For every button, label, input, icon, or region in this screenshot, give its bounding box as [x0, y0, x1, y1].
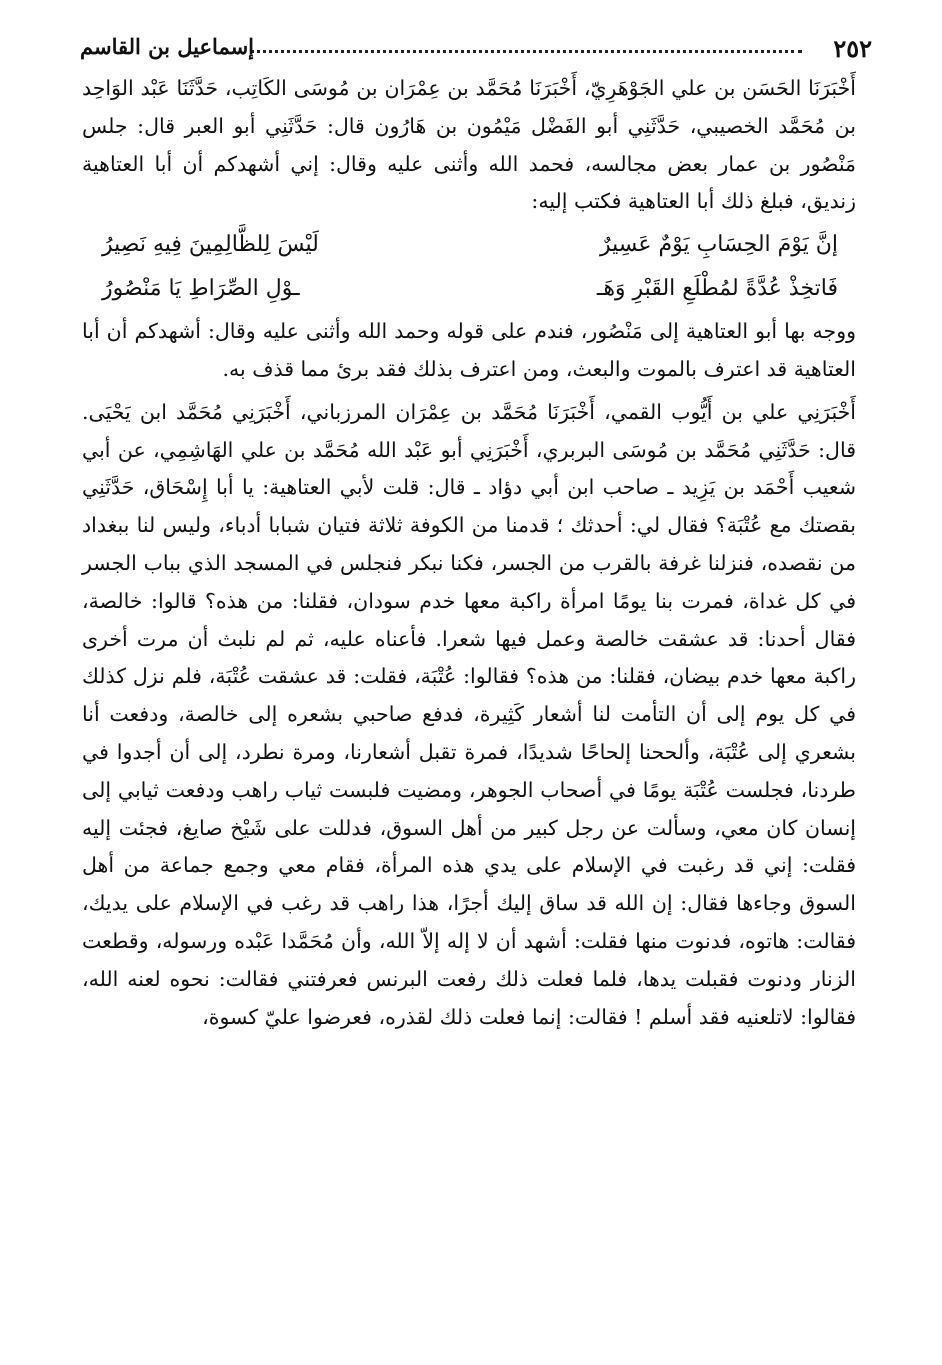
header-dotted-leader [250, 50, 802, 53]
verse-line [82, 225, 856, 265]
running-title: إسماعيل بن القاسم [80, 34, 255, 59]
verse-first-hemistich: فَاتخِذْ عُدَّةً لمُطْلَعِ القَبْرِ وَهَـ [596, 276, 838, 302]
verse-first-hemistich: إنَّ يَوْمَ الحِسَابِ يَوْمٌ عَسِيرٌ [599, 232, 838, 258]
paragraph: أَخْبَرَنِي علي بن أَيُّوب القمي، أَخْبَرَنَا مُحَمَّد بن عِمْرَان المرزباني، أَخْبَرَنِي مُحَمَّد ابن يَحْيَى. قال: حَدَّثَنِي مُحَمَّد بن مُوسَى البربري، أَخْبَرَنِي أبو عَبْد الله مُحَمَّد بن علي الهَاشِمِي، عن أبي شعيب أَحْمَد بن يَزِيد ـ صاحب ابن أبي دؤاد ـ قال: قلت لأبي العتاهية: يا أبا إِسْحَاق، حَدَّثَنِي بقصتك مع عُتْبَة؟ فقال لي: أحدثك ؛ قدمنا من الكوفة ثلاثة فتيان شبابا أدباء، وليس لنا ببغداد من نقصده، فنزلنا غرفة بالقرب من الجسر، فكنا نبكر فنجلس في المسجد الذي بباب الجسر في كل غداة، فمرت بنا يومًا امرأة راكبة معها خدم سودان، فقلنا: من هذه؟ قالوا: خالصة، فقال أحدنا: قد عشقت خالصة وعمل فيها شعرا. فأعناه عليه، ثم لم نلبث أن مرت أخرى راكبة معها خدم بيضان، فقلنا: من هذه؟ فقالوا: عُتْبَة، فقلت: قد عشقت عُتْبَة، فلم نزل كذلك في كل يوم إلى أن التأمت لنا أشعار كَثِيرة، فدفع صاحبي بشعره إلى خالصة، ودفعت أنا بشعري إلى عُتْبَة، وألححنا إلحاحًا شديدًا، فمرة تقبل أشعارنا، ومرة نطرد، إلى أن أجدوا في طردنا، فجلست عُتْبَة يومًا في أصحاب الجوهر، ومضيت فلبست ثياب راهب ودفعت ثيابي إلى إنسان كان معي، وسألت عن رجل كبير من أهل السوق، فدللت على شَيْخ صايغ، فجئت إليه فقلت: إني قد رغبت في الإسلام على يدي هذه المرأة، فقام معي وجمع جماعة من أهل السوق وجاءها فقال: إن الله قد ساق إليك أجرًا، هذا راهب قد رغب في الإسلام على يديك، فقالت: هاتوه، فدنوت منها فقلت: أشهد أن لا إله إلاّ الله، وأن مُحَمَّدا عَبْده ورسوله، وقطعت الزنار ودنوت فقبلت يدها، فلما فعلت ذلك رفعت البرنس فعرفتني فقالت: نحوه لعنه الله، فقالوا: لاتلعنيه فقد أسلم ! فقالت: إنما فعلت ذلك لقذره، فعرضوا عليّ كسوة، [82, 399, 856, 1029]
verse-second-hemistich: ـوْلِ الصِّرَاطِ يَا مَنْصُورُ [102, 276, 300, 302]
page-number: ٢٥٢ [833, 34, 872, 63]
body-text [82, 70, 856, 1036]
verse-second-hemistich: لَيْسَ لِلظَّالِمِينَ فِيهِ نَصِيرُ [102, 232, 319, 258]
paragraph: أَخْبَرَنَا الحَسَن بن علي الجَوْهَرِيّ، أَخْبَرَنَا مُحَمَّد بن عِمْرَان بن مُوسَى الكَاتِب، حَدَّثَنَا عَبْد الوَاحِد بن مُحَمَّد الخصيبي، حَدَّثَنِي أبو الفَضْل مَيْمُون بن هَارُون قال: حَدَّثَنِي أبو العبر قال: جلس مَنْصُور بن عمار بعض مجالسه، فحمد الله وأثنى عليه وقال: إني أشهدكم أن أبا العتاهية زنديق، فبلغ ذلك أبا العتاهية فكتب إليه: [82, 76, 856, 214]
paragraph: ووجه بها أبو العتاهية إلى مَنْصُور، فندم على قوله وحمد الله وأثنى عليه وقال: أشهدكم أن أبا العتاهية قد اعترف بالموت والبعث، ومن اعترف بذلك فقد برئ مما قذف به. [82, 319, 856, 381]
verse-line [82, 269, 856, 309]
page-header [80, 30, 872, 66]
